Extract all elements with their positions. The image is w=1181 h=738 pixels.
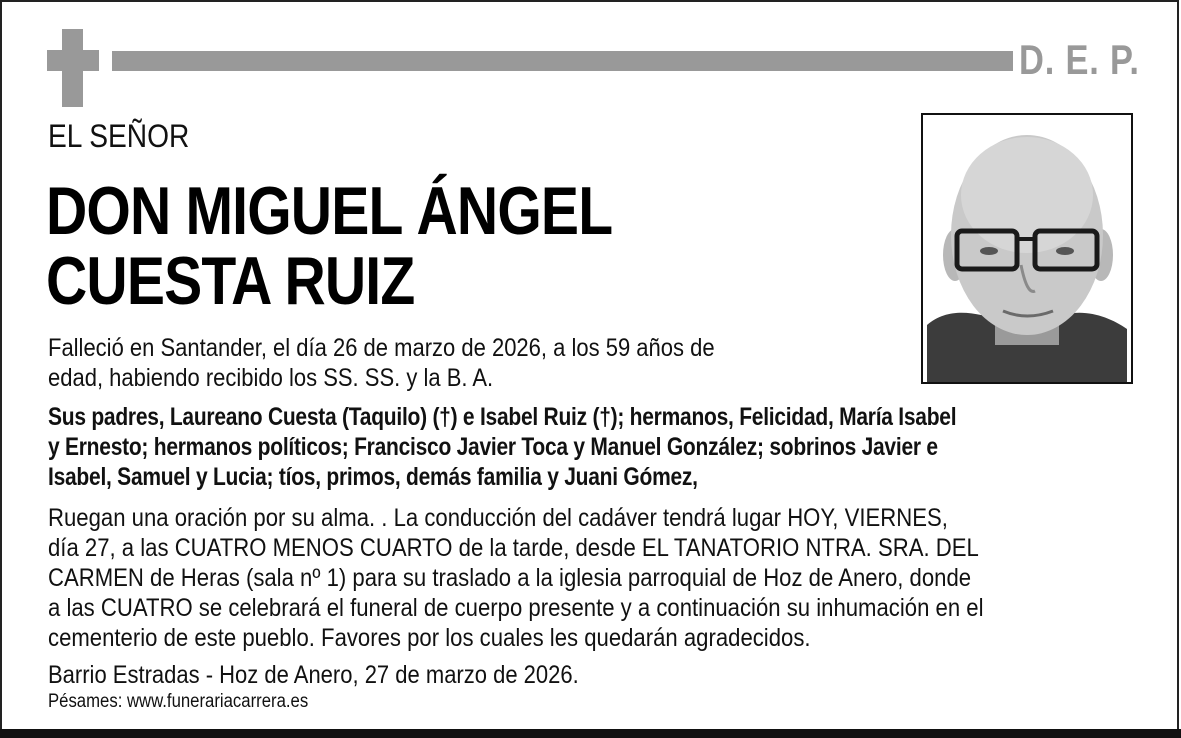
bottom-border (0, 729, 1181, 738)
deceased-name (46, 173, 613, 319)
service-line: Ruegan una oración por su alma. . La conducción del cadáver tendrá lugar HOY, VIERNES, (48, 504, 948, 532)
name-line-2: CUESTA RUIZ (46, 243, 415, 319)
service-line: a las CUATRO se celebrará el funeral de cuerpo presente y a continuación su inhumación en el (48, 594, 984, 622)
family-line: y Ernesto; hermanos políticos; Francisco Javier Toca y Manuel González; sobrinos Javier e (48, 433, 938, 461)
death-notice-line: Falleció en Santander, el día 26 de marzo de 2026, a los 59 años de (48, 334, 715, 362)
family-line: Isabel, Samuel y Lucia; tíos, primos, demás familia y Juani Gómez, (48, 463, 698, 491)
name-line-1: DON MIGUEL ÁNGEL (46, 173, 613, 249)
cross-horizontal-bar (47, 50, 99, 71)
service-line: cementerio de este pueblo. Favores por los cuales les quedarán agradecidos. (48, 624, 811, 652)
honorific-prefix: EL SEÑOR (48, 118, 190, 154)
header-rule (112, 51, 1013, 71)
dep-label: D. E. P. (1019, 36, 1140, 83)
portrait-image (923, 115, 1131, 382)
service-line: día 27, a las CUATRO MENOS CUARTO de la tarde, desde EL TANATORIO NTRA. SRA. DEL (48, 534, 979, 562)
service-details (48, 503, 984, 653)
family-line: Sus padres, Laureano Cuesta (Taquilo) (†) e Isabel Ruiz (†); hermanos, Felicidad, María Isabel (48, 403, 957, 431)
deceased-photo (921, 113, 1133, 384)
death-notice-line: edad, habiendo recibido los SS. SS. y la B. A. (48, 364, 494, 392)
service-line: CARMEN de Heras (sala nº 1) para su traslado a la iglesia parroquial de Hoz de Anero, donde (48, 564, 972, 592)
condolences-link[interactable]: Pésames: www.funerariacarrera.es (48, 691, 309, 712)
place-date: Barrio Estradas - Hoz de Anero, 27 de marzo de 2026. (48, 661, 579, 689)
death-notice (48, 333, 715, 393)
family-list (48, 402, 956, 492)
